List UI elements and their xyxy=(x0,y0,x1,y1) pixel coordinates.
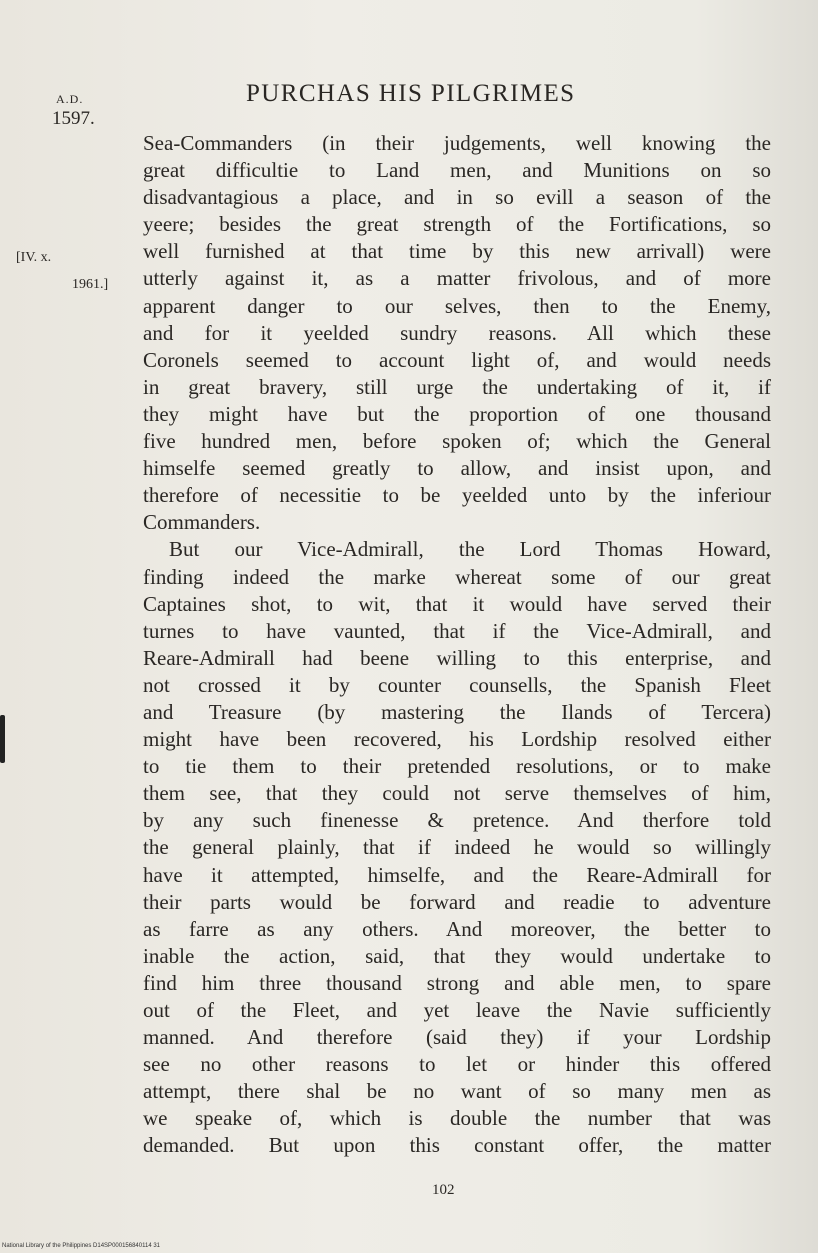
text-line: himselfe seemed greatly to allow, and insist upon, and xyxy=(143,456,771,481)
body-text xyxy=(143,130,771,1160)
text-line: Coronels seemed to account light of, and would needs xyxy=(143,347,771,372)
scan-edge-mark xyxy=(0,715,5,763)
text-line: But our Vice-Admirall, the Lord Thomas Howard, xyxy=(169,537,771,562)
text-line: to tie them to their pretended resolutions, or to make xyxy=(143,754,771,779)
text-line: yeere; besides the great strength of the Fortifications, so xyxy=(143,212,771,237)
text-line: attempt, there shal be no want of so many men as xyxy=(143,1079,771,1104)
footer-credit: National Library of the Philippines D14SP000156840114 31 xyxy=(2,1243,161,1249)
text-line: utterly against it, as a matter frivolous, and of more xyxy=(143,266,771,291)
text-line: apparent danger to our selves, then to the Enemy, xyxy=(143,293,771,318)
text-line: turnes to have vaunted, that if the Vice-Admirall, and xyxy=(143,618,771,643)
header-year: 1597. xyxy=(52,108,95,129)
text-line: have it attempted, himselfe, and the Reare-Admirall for xyxy=(143,862,771,887)
margin-note-page: 1961.] xyxy=(72,277,109,292)
text-line: manned. And therefore (said they) if your Lordship xyxy=(143,1025,771,1050)
text-line: finding indeed the marke whereat some of our great xyxy=(143,564,771,589)
text-line: and for it yeelded sundry reasons. All which these xyxy=(143,320,771,345)
text-line: Captaines shot, to wit, that it would have served their xyxy=(143,591,771,616)
text-line: Sea-Commanders (in their judgements, well knowing the xyxy=(143,131,771,155)
text-line: their parts would be forward and readie to adventure xyxy=(143,889,771,914)
running-head: PURCHAS HIS PILGRIMES xyxy=(246,80,576,107)
text-line: see no other reasons to let or hinder this offered xyxy=(143,1052,771,1077)
text-line: by any such finenesse & pretence. And therfore told xyxy=(143,808,771,833)
text-line: five hundred men, before spoken of; which the General xyxy=(143,429,771,454)
text-line: great difficultie to Land men, and Munitions on so xyxy=(143,158,771,183)
text-line: might have been recovered, his Lordship resolved either xyxy=(143,727,771,752)
text-line: not crossed it by counter counsells, the Spanish Fleet xyxy=(143,672,771,697)
text-line: find him three thousand strong and able men, to spare xyxy=(143,970,771,995)
page-number: 102 xyxy=(432,1182,455,1198)
text-line: inable the action, said, that they would undertake to xyxy=(143,943,771,968)
text-line: they might have but the proportion of one thousand xyxy=(143,401,771,426)
text-line: we speake of, which is double the number that was xyxy=(143,1106,771,1131)
text-line: demanded. But upon this constant offer, the matter xyxy=(143,1133,771,1158)
text-line: in great bravery, still urge the undertaking of it, if xyxy=(143,374,771,399)
margin-note-volume: [IV. x. xyxy=(16,250,52,265)
header-date-label: A.D. xyxy=(56,92,84,106)
text-line: and Treasure (by mastering the Ilands of Tercera) xyxy=(143,699,771,724)
text-line: disadvantagious a place, and in so evill a season of the xyxy=(143,185,771,210)
text-line: therefore of necessitie to be yeelded unto by the inferiour xyxy=(143,483,771,508)
text-line: them see, that they could not serve themselves of him, xyxy=(143,781,771,806)
text-line: Commanders. xyxy=(143,510,261,535)
text-line: as farre as any others. And moreover, the better to xyxy=(143,916,771,941)
text-line: well furnished at that time by this new arrivall) were xyxy=(143,239,771,264)
text-line: out of the Fleet, and yet leave the Navie sufficiently xyxy=(143,998,771,1022)
text-line: the general plainly, that if indeed he would so willingly xyxy=(143,835,771,860)
text-line: Reare-Admirall had beene willing to this enterprise, and xyxy=(143,645,771,670)
